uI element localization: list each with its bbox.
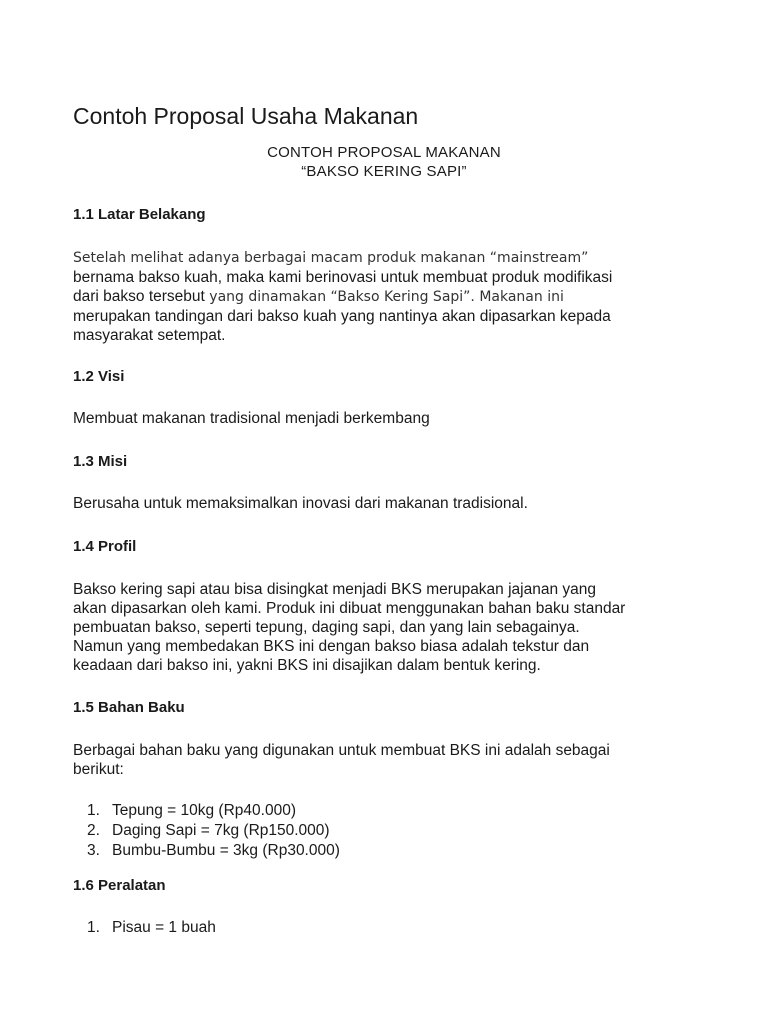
section-heading-misi: 1.3 Misi: [73, 453, 128, 470]
list-item-number: 3.: [87, 842, 100, 859]
paragraph-line: [73, 287, 713, 307]
paragraph-line: merupakan tandingan dari bakso kuah yang nantinya akan dipasarkan kepada: [73, 308, 611, 325]
paragraph-line-part: dari bakso tersebut: [73, 288, 205, 305]
paragraph-line: Membuat makanan tradisional menjadi berkembang: [73, 410, 430, 427]
list-item-text: Tepung = 10kg (Rp40.000): [112, 802, 296, 819]
section-heading-latar-belakang: 1.1 Latar Belakang: [73, 206, 206, 223]
document-title: Contoh Proposal Usaha Makanan: [73, 103, 419, 129]
paragraph-line: pembuatan bakso, seperti tepung, daging sapi, dan yang lain sebagainya.: [73, 619, 580, 636]
paragraph-line: bernama bakso kuah, maka kami berinovasi untuk membuat produk modifikasi: [73, 269, 613, 286]
paragraph-line-part: yang dinamakan “Bakso Kering Sapi”. Makanan ini: [204, 289, 564, 305]
paragraph-line: Setelah melihat adanya berbagai macam produk makanan “mainstream”: [73, 250, 589, 266]
paragraph-line: Namun yang membedakan BKS ini dengan bakso biasa adalah tekstur dan: [73, 638, 590, 655]
list-item: [87, 801, 340, 821]
list-item-number: 1.: [87, 802, 100, 819]
section-heading-peralatan: 1.6 Peralatan: [73, 877, 166, 894]
paragraph-line: Berusaha untuk memaksimalkan inovasi dari makanan tradisional.: [73, 495, 528, 512]
list-item-text: Bumbu-Bumbu = 3kg (Rp30.000): [112, 842, 340, 859]
list-item: [87, 918, 216, 938]
peralatan-list: [87, 918, 216, 938]
list-item-text: Pisau = 1 buah: [112, 919, 216, 936]
proposal-subtitle: CONTOH PROPOSAL MAKANAN: [267, 144, 501, 161]
proposal-product-name: “BAKSO KERING SAPI”: [301, 163, 467, 180]
section-heading-visi: 1.2 Visi: [73, 368, 125, 385]
paragraph-line: masyarakat setempat.: [73, 327, 226, 344]
profil-paragraph: [73, 580, 713, 675]
bahan-baku-list: [87, 801, 340, 861]
section-heading-profil: 1.4 Profil: [73, 538, 137, 555]
list-item-number: 1.: [87, 919, 100, 936]
bahan-baku-paragraph: [73, 741, 713, 779]
paragraph-line: akan dipasarkan oleh kami. Produk ini dibuat menggunakan bahan baku standar: [73, 600, 626, 617]
list-item-number: 2.: [87, 822, 100, 839]
paragraph-line: Berbagai bahan baku yang digunakan untuk membuat BKS ini adalah sebagai: [73, 742, 610, 759]
list-item: [87, 821, 340, 841]
paragraph-line: berikut:: [73, 761, 124, 778]
paragraph-line: Bakso kering sapi atau bisa disingkat menjadi BKS merupakan jajanan yang: [73, 581, 597, 598]
visi-paragraph: [73, 409, 713, 428]
paragraph-line: keadaan dari bakso ini, yakni BKS ini disajikan dalam bentuk kering.: [73, 657, 541, 674]
latar-belakang-paragraph: [73, 249, 713, 345]
list-item: [87, 841, 340, 861]
list-item-text: Daging Sapi = 7kg (Rp150.000): [112, 822, 330, 839]
section-heading-bahan-baku: 1.5 Bahan Baku: [73, 699, 185, 716]
misi-paragraph: [73, 494, 713, 513]
